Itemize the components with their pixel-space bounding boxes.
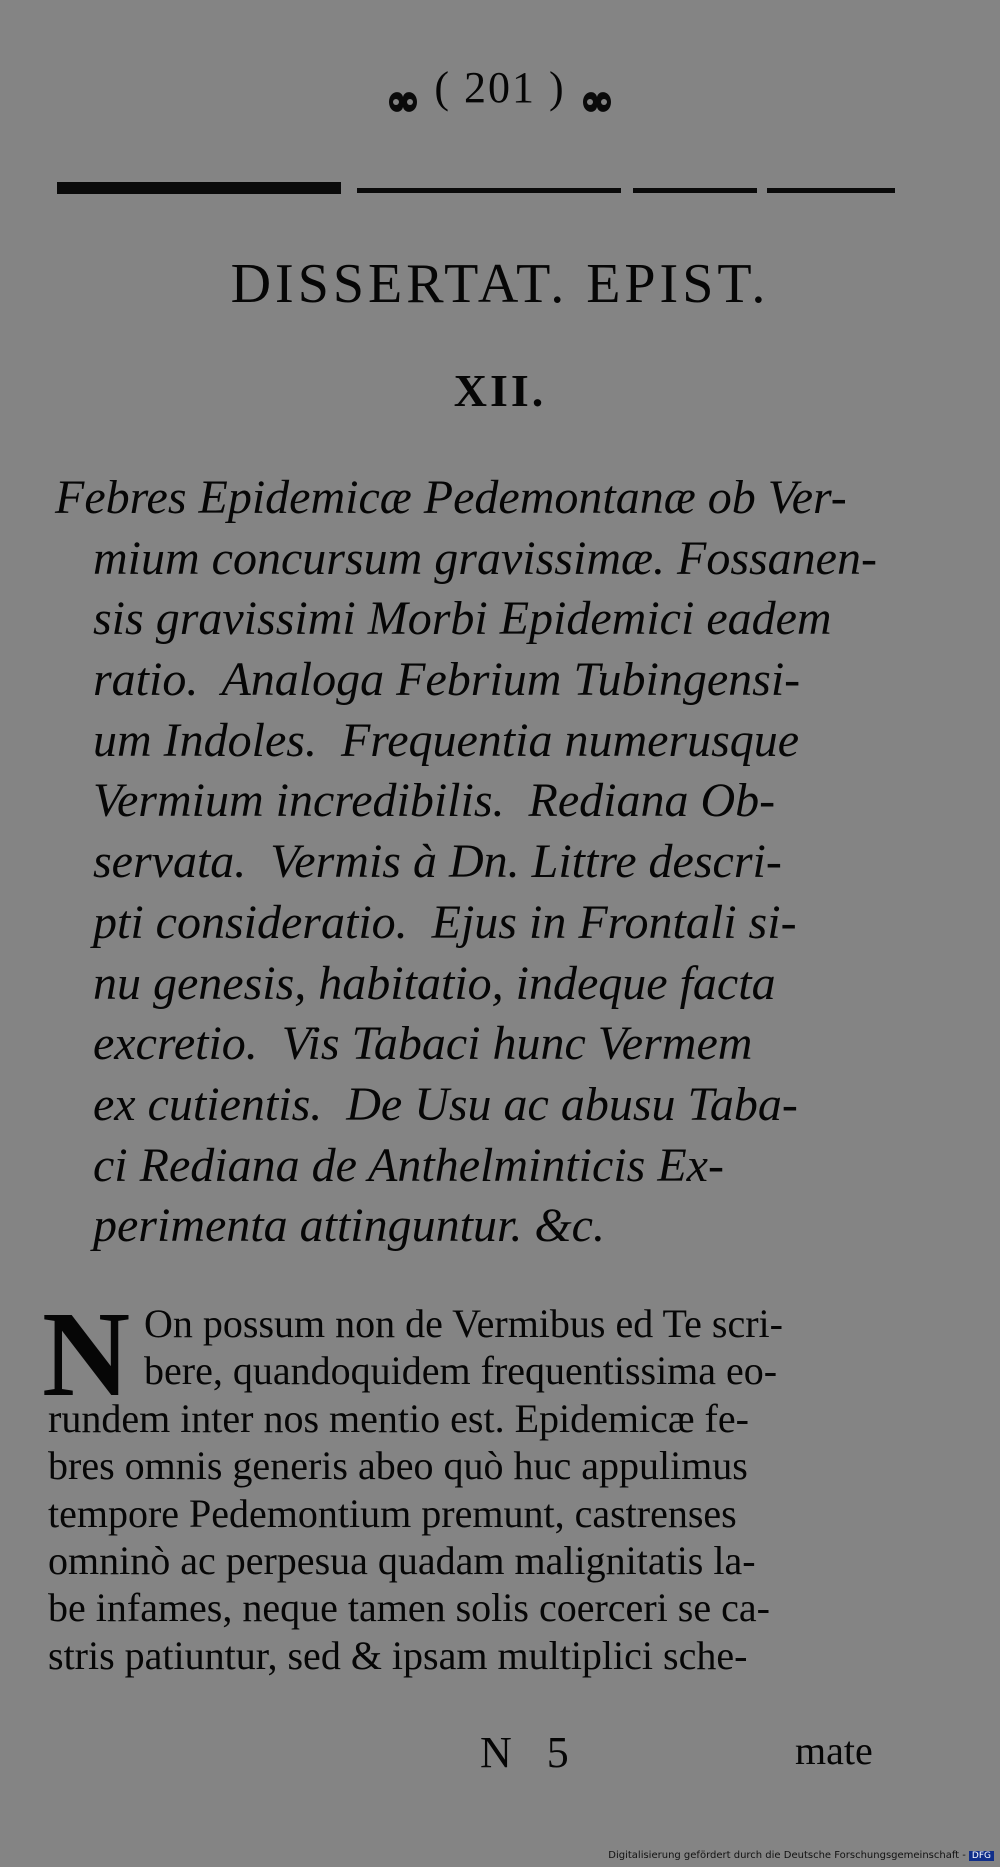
summary-line: Vermium incredibilis. Rediana Ob- — [93, 774, 776, 828]
summary-line: ratio. Analoga Febrium Tubingensi- — [93, 653, 801, 707]
drop-cap: N — [42, 1287, 131, 1422]
footer-text: Digitalisierung gefördert durch die Deutsche Forschungsgemeinschaft - — [608, 1850, 966, 1861]
body-line: tempore Pedemontium premunt, castrenses — [48, 1490, 737, 1536]
header-rule-right-a — [633, 188, 757, 193]
body-line: omninò ac perpesua quadam malignitatis la- — [48, 1537, 756, 1583]
header-rule-right-b — [767, 188, 895, 193]
header-rule-left — [57, 182, 341, 194]
summary-line: excretio. Vis Tabaci hunc Vermem — [93, 1017, 753, 1071]
body-line: stris patiuntur, sed & ipsam multiplici sche- — [48, 1632, 748, 1678]
summary-line: ex cutientis. De Usu ac abusu Taba- — [93, 1077, 798, 1131]
page-number: ( 201 ) — [434, 63, 566, 112]
summary-line: nu genesis, habitatio, indeque facta — [93, 956, 776, 1010]
digitization-footer — [608, 1850, 994, 1861]
summary-line: um Indoles. Frequentia numerusque — [93, 713, 800, 767]
summary-line: Febres Epidemicæ Pedemontanæ ob Ver- — [55, 471, 847, 524]
body-line: rundem inter nos mentio est. Epidemicæ fe- — [48, 1395, 749, 1441]
body-line: bres omnis generis abeo quò huc appulimus — [48, 1443, 748, 1489]
summary-line: ci Rediana de Anthelminticis Ex- — [93, 1138, 724, 1192]
body-line: On possum non de Vermibus ed Te scri- — [144, 1301, 783, 1346]
body-line: bere, quandoquidem frequentissima eo- — [144, 1348, 778, 1394]
body-text — [48, 1300, 898, 1679]
right-ornament-icon — [579, 77, 615, 107]
chapter-title: DISSERTAT. EPIST. — [230, 253, 770, 315]
left-ornament-icon — [385, 77, 421, 107]
signature-mark: N 5 — [480, 1728, 581, 1777]
summary-line: pti consideratio. Ejus in Frontali si- — [93, 895, 797, 949]
chapter-number: XII. — [453, 365, 547, 416]
catchword: mate — [795, 1728, 873, 1773]
summary-line: perimenta attinguntur. &c. — [93, 1199, 605, 1253]
body-line: be infames, neque tamen solis coerceri se ca- — [48, 1585, 770, 1631]
summary-line: servata. Vermis à Dn. Littre descri- — [93, 835, 782, 889]
summary-line: mium concursum gravissimæ. Fossanen- — [93, 531, 877, 585]
header-rule-middle — [357, 188, 621, 193]
dfg-logo: DFG — [969, 1851, 994, 1861]
page-header — [0, 62, 1000, 113]
chapter-summary — [55, 468, 903, 1257]
summary-line: sis gravissimi Morbi Epidemici eadem — [93, 592, 832, 646]
